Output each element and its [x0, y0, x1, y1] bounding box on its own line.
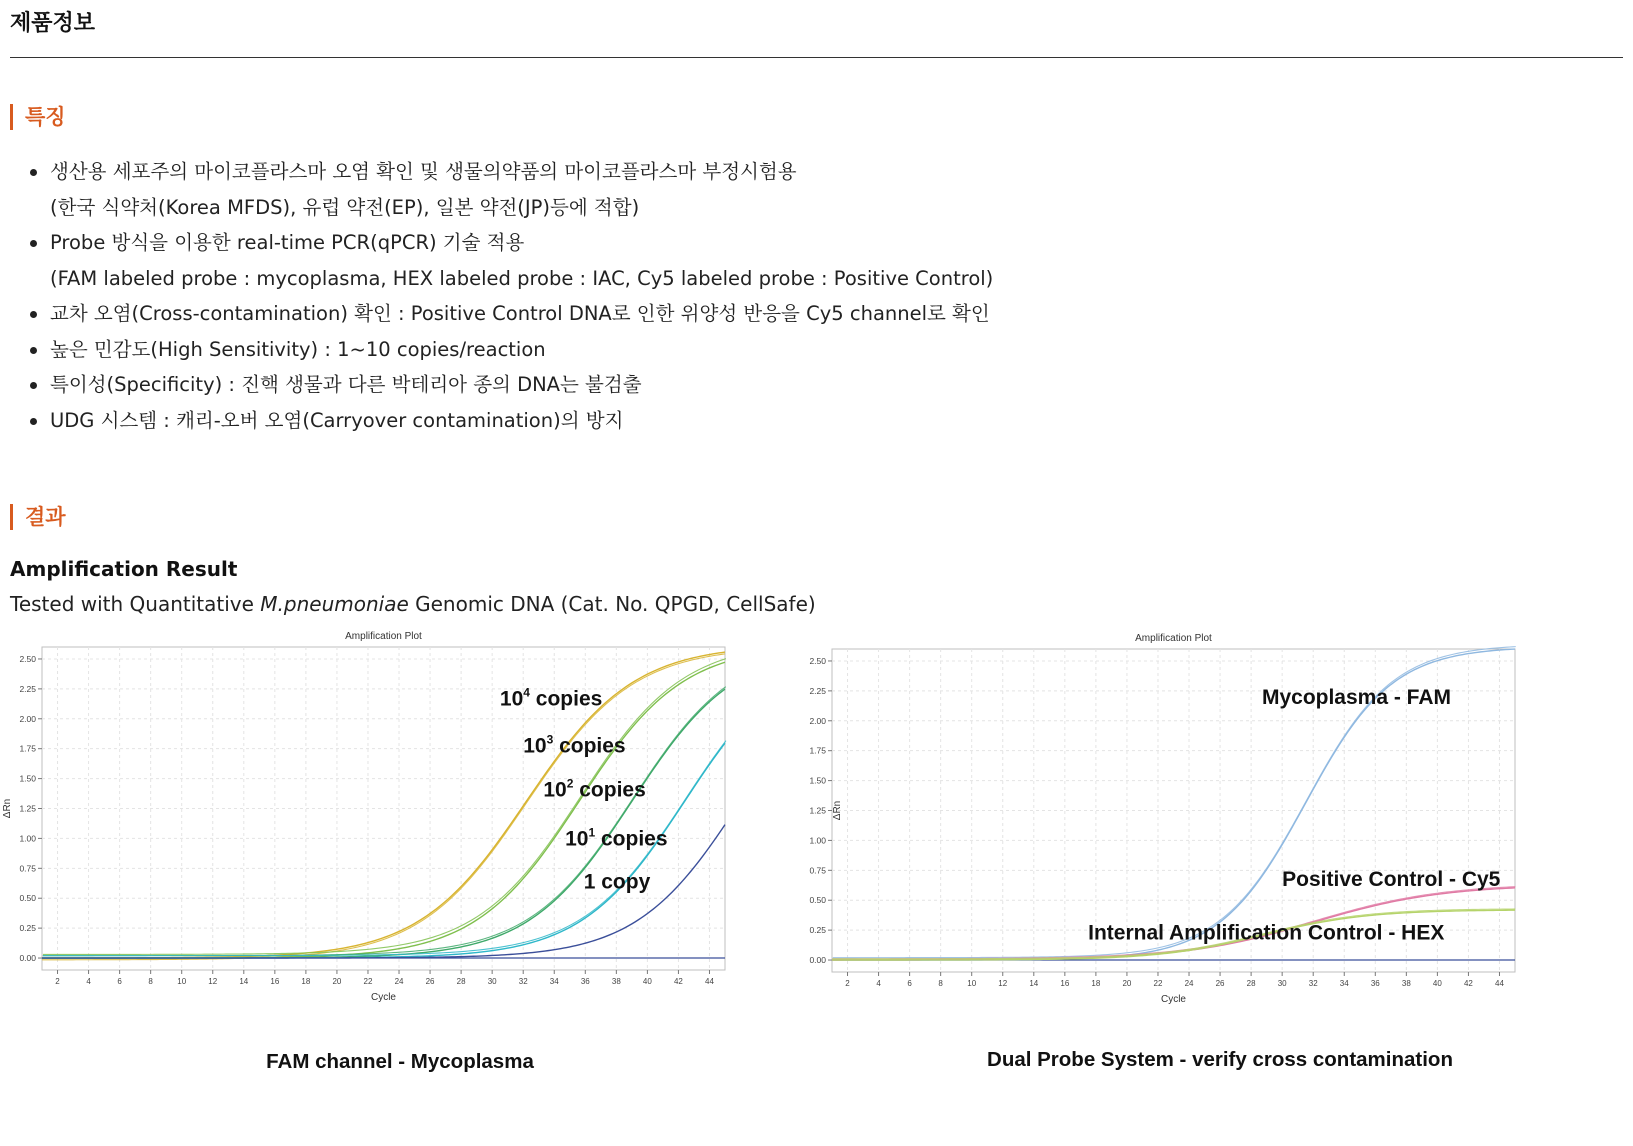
y-tick-label: 1.25: [19, 803, 36, 814]
x-tick-label: 24: [1184, 979, 1194, 988]
x-tick-label: 34: [1339, 979, 1349, 988]
x-tick-label: 42: [1463, 979, 1473, 988]
x-tick-label: 26: [425, 977, 435, 986]
x-tick-label: 36: [580, 977, 590, 986]
x-tick-label: 12: [998, 979, 1008, 988]
x-tick-label: 22: [363, 977, 373, 986]
x-tick-label: 4: [86, 977, 91, 986]
x-tick-label: 8: [938, 979, 943, 988]
feature-text: 교차 오염(Cross-contamination) 확인 : Positive Control DNA로 인한 위양성 반응을 Cy5 channel로 확인: [50, 302, 990, 325]
x-tick-label: 28: [1246, 979, 1256, 988]
series-label-main: 1 copy: [583, 870, 651, 894]
y-tick-label: 0.50: [809, 895, 826, 906]
feature-text: Probe 방식을 이용한 real-time PCR(qPCR) 기술 적용: [50, 231, 525, 254]
series-label-rest: copies: [595, 827, 668, 851]
y-tick-label: 1.00: [19, 833, 36, 844]
series-label: [1088, 922, 1444, 945]
feature-text: 생산용 세포주의 마이코플라스마 오염 확인 및 생물의약품의 마이코플라스마 부정시험용: [50, 160, 797, 183]
dual-probe-chart: [809, 632, 1620, 1082]
result-subtitle: Amplification Result: [10, 557, 238, 581]
feature-item: [28, 367, 993, 403]
x-tick-label: 14: [1029, 979, 1039, 988]
x-tick-label: 34: [549, 977, 559, 986]
dual-probe-svg: [809, 632, 1620, 1082]
feature-item: [28, 403, 993, 439]
fam-chart-caption: FAM channel - Mycoplasma: [266, 1050, 534, 1073]
feature-item: [28, 296, 993, 332]
x-tick-label: 38: [611, 977, 621, 986]
y-tick-label: 1.75: [809, 745, 826, 756]
x-tick-label: 6: [907, 979, 912, 988]
y-tick-label: 2.50: [809, 655, 826, 666]
y-tick-label: 1.25: [809, 805, 826, 816]
title-divider: [10, 57, 1623, 58]
chart-title: Amplification Plot: [1135, 633, 1212, 644]
series-label-main: 10: [499, 687, 524, 711]
series-label-main: Internal Amplification Control - HEX: [1088, 921, 1445, 945]
x-tick-label: 28: [456, 977, 466, 986]
series-label-superscript: 1: [588, 825, 596, 840]
series-label-main: Mycoplasma - FAM: [1261, 686, 1452, 710]
y-tick-label: 0.00: [19, 953, 36, 964]
x-tick-label: 40: [1432, 979, 1442, 988]
x-tick-label: 40: [642, 977, 652, 986]
x-tick-label: 18: [301, 977, 311, 986]
feature-subtext: (FAM labeled probe : mycoplasma, HEX labeled probe : IAC, Cy5 labeled probe : Positive Control): [50, 266, 994, 290]
x-tick-label: 18: [1091, 979, 1101, 988]
y-tick-label: 0.50: [19, 893, 36, 904]
series-label-main: 10: [565, 827, 589, 851]
x-axis-label: Cycle: [370, 992, 397, 1003]
x-tick-label: 16: [1060, 979, 1070, 988]
x-tick-label: 8: [148, 977, 153, 986]
x-tick-label: 42: [673, 977, 683, 986]
x-tick-label: 32: [1308, 979, 1318, 988]
results-heading: 결과: [10, 504, 66, 530]
y-tick-label: 0.00: [809, 955, 826, 966]
series-label-superscript: 3: [546, 732, 554, 747]
y-tick-label: 2.00: [809, 715, 826, 726]
fam-amplification-chart: [0, 632, 800, 1082]
series-label-main: Positive Control - Cy5: [1282, 867, 1501, 891]
x-tick-label: 44: [705, 977, 714, 986]
feature-item: [28, 154, 993, 225]
series-label: [543, 777, 645, 802]
series-label: [1282, 868, 1501, 891]
feature-item: [28, 225, 993, 296]
feature-text: UDG 시스템 : 캐리-오버 오염(Carryover contamination)의 방지: [50, 408, 624, 432]
x-tick-label: 14: [239, 977, 249, 986]
series-label-rest: copies: [529, 687, 603, 711]
series-label: [523, 732, 625, 757]
feature-text: 높은 민감도(High Sensitivity) : 1~10 copies/reaction: [50, 337, 546, 361]
bullet-icon: [30, 240, 37, 247]
feature-subtext: (한국 식약처(Korea MFDS), 유럽 약전(EP), 일본 약전(JP)등에 적합): [50, 195, 640, 219]
bullet-icon: [30, 382, 37, 389]
x-tick-label: 12: [208, 977, 218, 986]
page-title: 제품정보: [10, 11, 96, 36]
x-tick-label: 20: [1122, 979, 1132, 988]
bullet-icon: [30, 169, 37, 176]
series-label: [1262, 686, 1451, 709]
x-tick-label: 36: [1370, 979, 1380, 988]
x-tick-label: 10: [967, 979, 977, 988]
x-tick-label: 30: [1277, 979, 1287, 988]
y-tick-label: 1.50: [809, 775, 826, 786]
x-axis-label: Cycle: [1160, 994, 1187, 1005]
bullet-icon: [30, 311, 37, 318]
feature-item: [28, 332, 993, 368]
x-tick-label: 30: [487, 977, 497, 986]
x-tick-label: 26: [1215, 979, 1225, 988]
x-tick-label: 20: [332, 977, 342, 986]
description-prefix: Tested with Quantitative: [10, 592, 261, 616]
x-tick-label: 22: [1153, 979, 1163, 988]
x-tick-label: 24: [394, 977, 404, 986]
x-tick-label: 6: [117, 977, 122, 986]
features-heading: 특징: [10, 104, 66, 130]
series-label-main: 10: [543, 778, 567, 802]
y-tick-label: 2.00: [19, 713, 36, 724]
series-label-superscript: 4: [523, 685, 530, 700]
description-species: M.pneumoniae: [260, 592, 409, 616]
y-tick-label: 1.50: [19, 773, 36, 784]
y-tick-label: 0.75: [809, 865, 826, 876]
series-label: [500, 686, 602, 711]
y-tick-label: 2.50: [19, 653, 36, 664]
x-tick-label: 44: [1495, 979, 1504, 988]
y-tick-label: 1.75: [19, 743, 36, 754]
x-tick-label: 2: [845, 979, 850, 988]
series-label-rest: copies: [553, 734, 626, 758]
y-tick-label: 0.75: [19, 863, 36, 874]
x-tick-label: 16: [270, 977, 280, 986]
series-label-main: 10: [523, 734, 547, 758]
bullet-icon: [30, 347, 37, 354]
features-list: [28, 154, 993, 438]
y-tick-label: 1.00: [809, 835, 826, 846]
description-suffix: Genomic DNA (Cat. No. QPGD, CellSafe): [408, 592, 816, 616]
series-label-rest: copies: [573, 778, 646, 802]
result-description: [10, 592, 816, 616]
fam-amplification-svg: [0, 632, 800, 1082]
dual-probe-chart-caption: Dual Probe System - verify cross contamination: [987, 1048, 1453, 1071]
x-tick-label: 32: [518, 977, 528, 986]
x-tick-label: 4: [876, 979, 881, 988]
chart-title: Amplification Plot: [345, 631, 422, 642]
feature-text: 특이성(Specificity) : 진핵 생물과 다른 박테리아 종의 DNA는 불검출: [50, 373, 642, 396]
y-tick-label: 2.25: [19, 683, 36, 694]
y-tick-label: 2.25: [809, 685, 826, 696]
y-axis-label: ΔRn: [832, 800, 843, 821]
bullet-icon: [30, 418, 37, 425]
series-label: [584, 871, 651, 894]
y-axis-label: ΔRn: [2, 798, 13, 819]
y-tick-label: 0.25: [19, 923, 36, 934]
x-tick-label: 10: [177, 977, 187, 986]
series-label: [565, 826, 667, 851]
x-tick-label: 2: [55, 977, 60, 986]
y-tick-label: 0.25: [809, 925, 826, 936]
x-tick-label: 38: [1401, 979, 1411, 988]
series-label-superscript: 2: [566, 776, 574, 791]
